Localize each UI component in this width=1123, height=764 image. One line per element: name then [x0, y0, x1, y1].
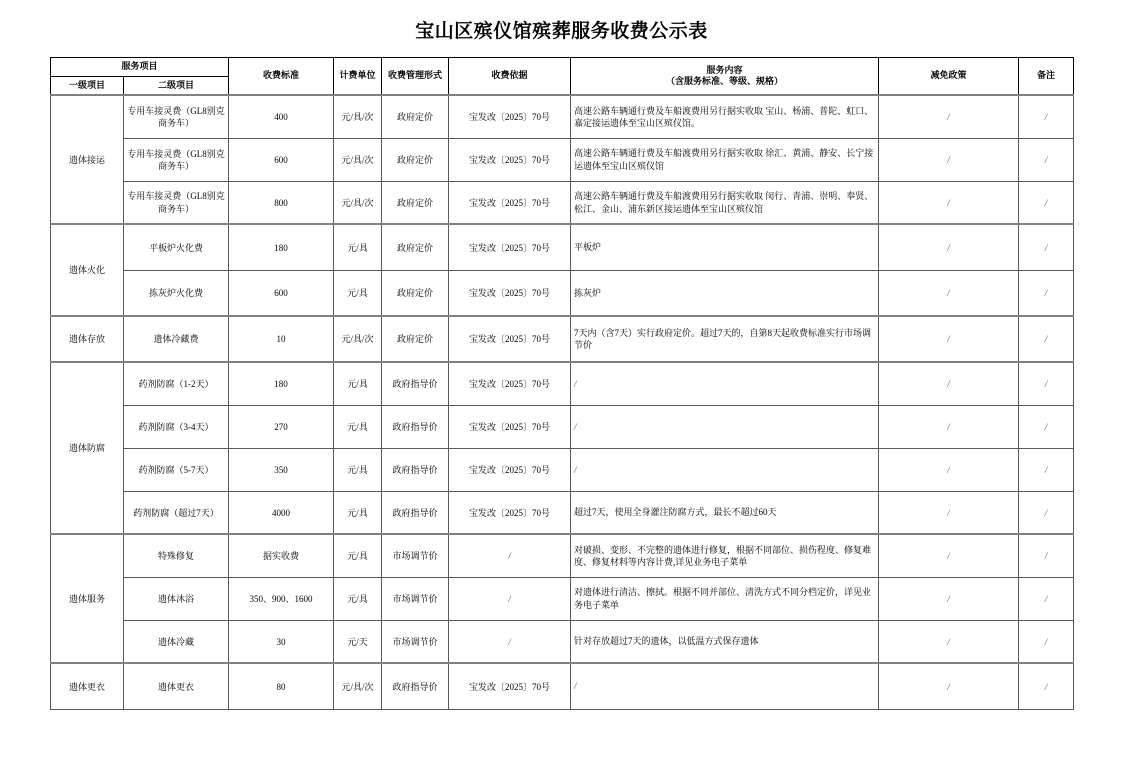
cell-pricing-form: 政府指导价 — [382, 663, 449, 709]
fee-schedule-table — [50, 57, 1074, 710]
cell-level2-item: 药剂防腐（超过7天） — [124, 491, 229, 534]
table-body — [51, 95, 1074, 709]
cell-pricing-form: 政府指导价 — [382, 448, 449, 491]
cell-remark: / — [1019, 405, 1074, 448]
cell-fee-standard: 30 — [229, 620, 334, 663]
cell-fee-basis: 宝发改〔2025〕70号 — [449, 138, 571, 181]
cell-service-content: 高速公路车辆通行费及车船渡费用另行据实收取 徐汇、黄浦、静安、长宁接运遗体至宝山区殡仪馆 — [571, 138, 879, 181]
cell-level2-item: 专用车接灵费（GL8别克商务车） — [124, 181, 229, 224]
cell-pricing-form: 市场调节价 — [382, 534, 449, 577]
cell-fee-basis: / — [449, 534, 571, 577]
cell-fee-basis: / — [449, 620, 571, 663]
cell-reduction-policy: / — [879, 362, 1019, 405]
cell-reduction-policy: / — [879, 95, 1019, 138]
cell-level1-category: 遗体防腐 — [51, 362, 124, 534]
header-fee-standard: 收费标准 — [229, 58, 334, 96]
cell-service-content: 针对存放超过7天的遗体，以低温方式保存遗体 — [571, 620, 879, 663]
cell-level1-category: 遗体更衣 — [51, 663, 124, 709]
cell-remark: / — [1019, 138, 1074, 181]
cell-level2-item: 专用车接灵费（GL8别克商务车） — [124, 138, 229, 181]
cell-reduction-policy: / — [879, 316, 1019, 362]
cell-fee-basis: 宝发改〔2025〕70号 — [449, 362, 571, 405]
cell-reduction-policy: / — [879, 405, 1019, 448]
cell-reduction-policy: / — [879, 224, 1019, 270]
table-row — [51, 620, 1074, 663]
cell-reduction-policy: / — [879, 534, 1019, 577]
cell-level2-item: 遗体冷藏费 — [124, 316, 229, 362]
cell-pricing-form: 政府指导价 — [382, 491, 449, 534]
table-row — [51, 577, 1074, 620]
cell-service-content: / — [571, 663, 879, 709]
cell-fee-standard: 600 — [229, 138, 334, 181]
cell-remark: / — [1019, 316, 1074, 362]
cell-billing-unit: 元/具/次 — [334, 181, 382, 224]
cell-fee-basis: 宝发改〔2025〕70号 — [449, 95, 571, 138]
cell-pricing-form: 政府指导价 — [382, 362, 449, 405]
cell-service-content: 高速公路车辆通行费及车船渡费用另行据实收取 闵行、青浦、崇明、奉贤、松江、金山、浦东新区接运遗体至宝山区殡仪馆 — [571, 181, 879, 224]
table-row — [51, 224, 1074, 270]
cell-service-content: 7天内（含7天）实行政府定价。超过7天的，自第8天起收费标准实行市场调节价 — [571, 316, 879, 362]
cell-remark: / — [1019, 224, 1074, 270]
cell-pricing-form: 政府定价 — [382, 270, 449, 316]
header-service-content-line2: （含服务标准、等级、规格） — [666, 76, 784, 87]
cell-billing-unit: 元/具 — [334, 362, 382, 405]
cell-fee-standard: 270 — [229, 405, 334, 448]
header-pricing-form: 收费管理形式 — [382, 58, 449, 96]
cell-level2-item: 遗体沐浴 — [124, 577, 229, 620]
cell-fee-basis: 宝发改〔2025〕70号 — [449, 316, 571, 362]
cell-service-content: 拣灰炉 — [571, 270, 879, 316]
cell-level1-category: 遗体服务 — [51, 534, 124, 663]
cell-pricing-form: 市场调节价 — [382, 577, 449, 620]
table-container — [0, 57, 1123, 710]
cell-fee-standard: 10 — [229, 316, 334, 362]
cell-level2-item: 特殊修复 — [124, 534, 229, 577]
cell-reduction-policy: / — [879, 663, 1019, 709]
table-row — [51, 448, 1074, 491]
cell-fee-basis: 宝发改〔2025〕70号 — [449, 224, 571, 270]
cell-level2-item: 药剂防腐（5-7天） — [124, 448, 229, 491]
cell-billing-unit: 元/具 — [334, 577, 382, 620]
cell-fee-basis: 宝发改〔2025〕70号 — [449, 405, 571, 448]
cell-pricing-form: 政府指导价 — [382, 405, 449, 448]
cell-billing-unit: 元/天 — [334, 620, 382, 663]
cell-pricing-form: 市场调节价 — [382, 620, 449, 663]
cell-remark: / — [1019, 491, 1074, 534]
table-row — [51, 405, 1074, 448]
cell-reduction-policy: / — [879, 577, 1019, 620]
table-row — [51, 181, 1074, 224]
header-service-item: 服务项目 — [51, 58, 229, 77]
cell-service-content: 超过7天，使用全身灌注防腐方式，最长不超过60天 — [571, 491, 879, 534]
header-service-content — [571, 58, 879, 96]
cell-fee-standard: 180 — [229, 362, 334, 405]
header-level1: 一级项目 — [51, 76, 124, 95]
cell-fee-standard: 4000 — [229, 491, 334, 534]
cell-reduction-policy: / — [879, 181, 1019, 224]
cell-fee-basis: 宝发改〔2025〕70号 — [449, 491, 571, 534]
header-remark: 备注 — [1019, 58, 1074, 96]
cell-service-content: 对遗体进行清洁、擦拭。根据不同并部位、清洗方式不同分档定价，详见业务电子菜单 — [571, 577, 879, 620]
cell-fee-basis: 宝发改〔2025〕70号 — [449, 270, 571, 316]
cell-level1-category: 遗体接运 — [51, 95, 124, 224]
table-row — [51, 663, 1074, 709]
cell-remark: / — [1019, 577, 1074, 620]
cell-fee-standard: 600 — [229, 270, 334, 316]
cell-remark: / — [1019, 534, 1074, 577]
cell-remark: / — [1019, 448, 1074, 491]
cell-fee-basis: / — [449, 577, 571, 620]
cell-level2-item: 专用车接灵费（GL8别克商务车） — [124, 95, 229, 138]
cell-service-content: / — [571, 362, 879, 405]
cell-service-content: 高速公路车辆通行费及车船渡费用另行据实收取 宝山、杨浦、普陀、虹口、嘉定接运遗体至宝山区殡仪馆。 — [571, 95, 879, 138]
cell-fee-standard: 800 — [229, 181, 334, 224]
header-billing-unit: 计费单位 — [334, 58, 382, 96]
cell-billing-unit: 元/具 — [334, 448, 382, 491]
header-level2: 二级项目 — [124, 76, 229, 95]
cell-fee-basis: 宝发改〔2025〕70号 — [449, 181, 571, 224]
cell-billing-unit: 元/具 — [334, 534, 382, 577]
cell-fee-standard: 据实收费 — [229, 534, 334, 577]
table-row — [51, 270, 1074, 316]
cell-billing-unit: 元/具/次 — [334, 95, 382, 138]
cell-pricing-form: 政府定价 — [382, 138, 449, 181]
cell-pricing-form: 政府定价 — [382, 181, 449, 224]
cell-reduction-policy: / — [879, 620, 1019, 663]
cell-remark: / — [1019, 181, 1074, 224]
page-title: 宝山区殡仪馆殡葬服务收费公示表 — [415, 21, 708, 42]
cell-level2-item: 平板炉火化费 — [124, 224, 229, 270]
cell-pricing-form: 政府定价 — [382, 224, 449, 270]
cell-remark: / — [1019, 95, 1074, 138]
cell-fee-standard: 180 — [229, 224, 334, 270]
table-row — [51, 362, 1074, 405]
cell-billing-unit: 元/具 — [334, 491, 382, 534]
cell-level2-item: 药剂防腐（1-2天） — [124, 362, 229, 405]
cell-billing-unit: 元/具/次 — [334, 316, 382, 362]
cell-billing-unit: 元/具 — [334, 405, 382, 448]
table-row — [51, 138, 1074, 181]
header-service-content-line1: 服务内容 — [706, 64, 743, 75]
cell-level2-item: 拣灰炉火化费 — [124, 270, 229, 316]
cell-reduction-policy: / — [879, 270, 1019, 316]
cell-remark: / — [1019, 620, 1074, 663]
cell-level1-category: 遗体存放 — [51, 316, 124, 362]
header-row-top — [51, 58, 1074, 77]
cell-fee-standard: 350 — [229, 448, 334, 491]
cell-fee-standard: 400 — [229, 95, 334, 138]
table-row — [51, 316, 1074, 362]
cell-remark: / — [1019, 362, 1074, 405]
cell-level2-item: 药剂防腐（3-4天） — [124, 405, 229, 448]
cell-billing-unit: 元/具/次 — [334, 138, 382, 181]
cell-billing-unit: 元/具 — [334, 270, 382, 316]
cell-fee-basis: 宝发改〔2025〕70号 — [449, 663, 571, 709]
cell-reduction-policy: / — [879, 491, 1019, 534]
table-row — [51, 491, 1074, 534]
table-row — [51, 95, 1074, 138]
cell-reduction-policy: / — [879, 138, 1019, 181]
cell-pricing-form: 政府定价 — [382, 95, 449, 138]
cell-fee-basis: 宝发改〔2025〕70号 — [449, 448, 571, 491]
cell-reduction-policy: / — [879, 448, 1019, 491]
cell-service-content: / — [571, 448, 879, 491]
table-row — [51, 534, 1074, 577]
cell-fee-standard: 80 — [229, 663, 334, 709]
header-reduction-policy: 减免政策 — [879, 58, 1019, 96]
table-header — [51, 58, 1074, 96]
cell-billing-unit: 元/具/次 — [334, 663, 382, 709]
cell-service-content: / — [571, 405, 879, 448]
cell-fee-standard: 350、900、1600 — [229, 577, 334, 620]
cell-service-content: 平板炉 — [571, 224, 879, 270]
cell-level1-category: 遗体火化 — [51, 224, 124, 316]
header-fee-basis: 收费依据 — [449, 58, 571, 96]
cell-pricing-form: 政府定价 — [382, 316, 449, 362]
cell-level2-item: 遗体更衣 — [124, 663, 229, 709]
cell-level2-item: 遗体冷藏 — [124, 620, 229, 663]
cell-remark: / — [1019, 270, 1074, 316]
cell-billing-unit: 元/具 — [334, 224, 382, 270]
cell-remark: / — [1019, 663, 1074, 709]
cell-service-content: 对破损、变形、不完整的遗体进行修复，根据不同部位、损伤程度、修复难度、修复材料等内容计费,详见业务电子菜单 — [571, 534, 879, 577]
